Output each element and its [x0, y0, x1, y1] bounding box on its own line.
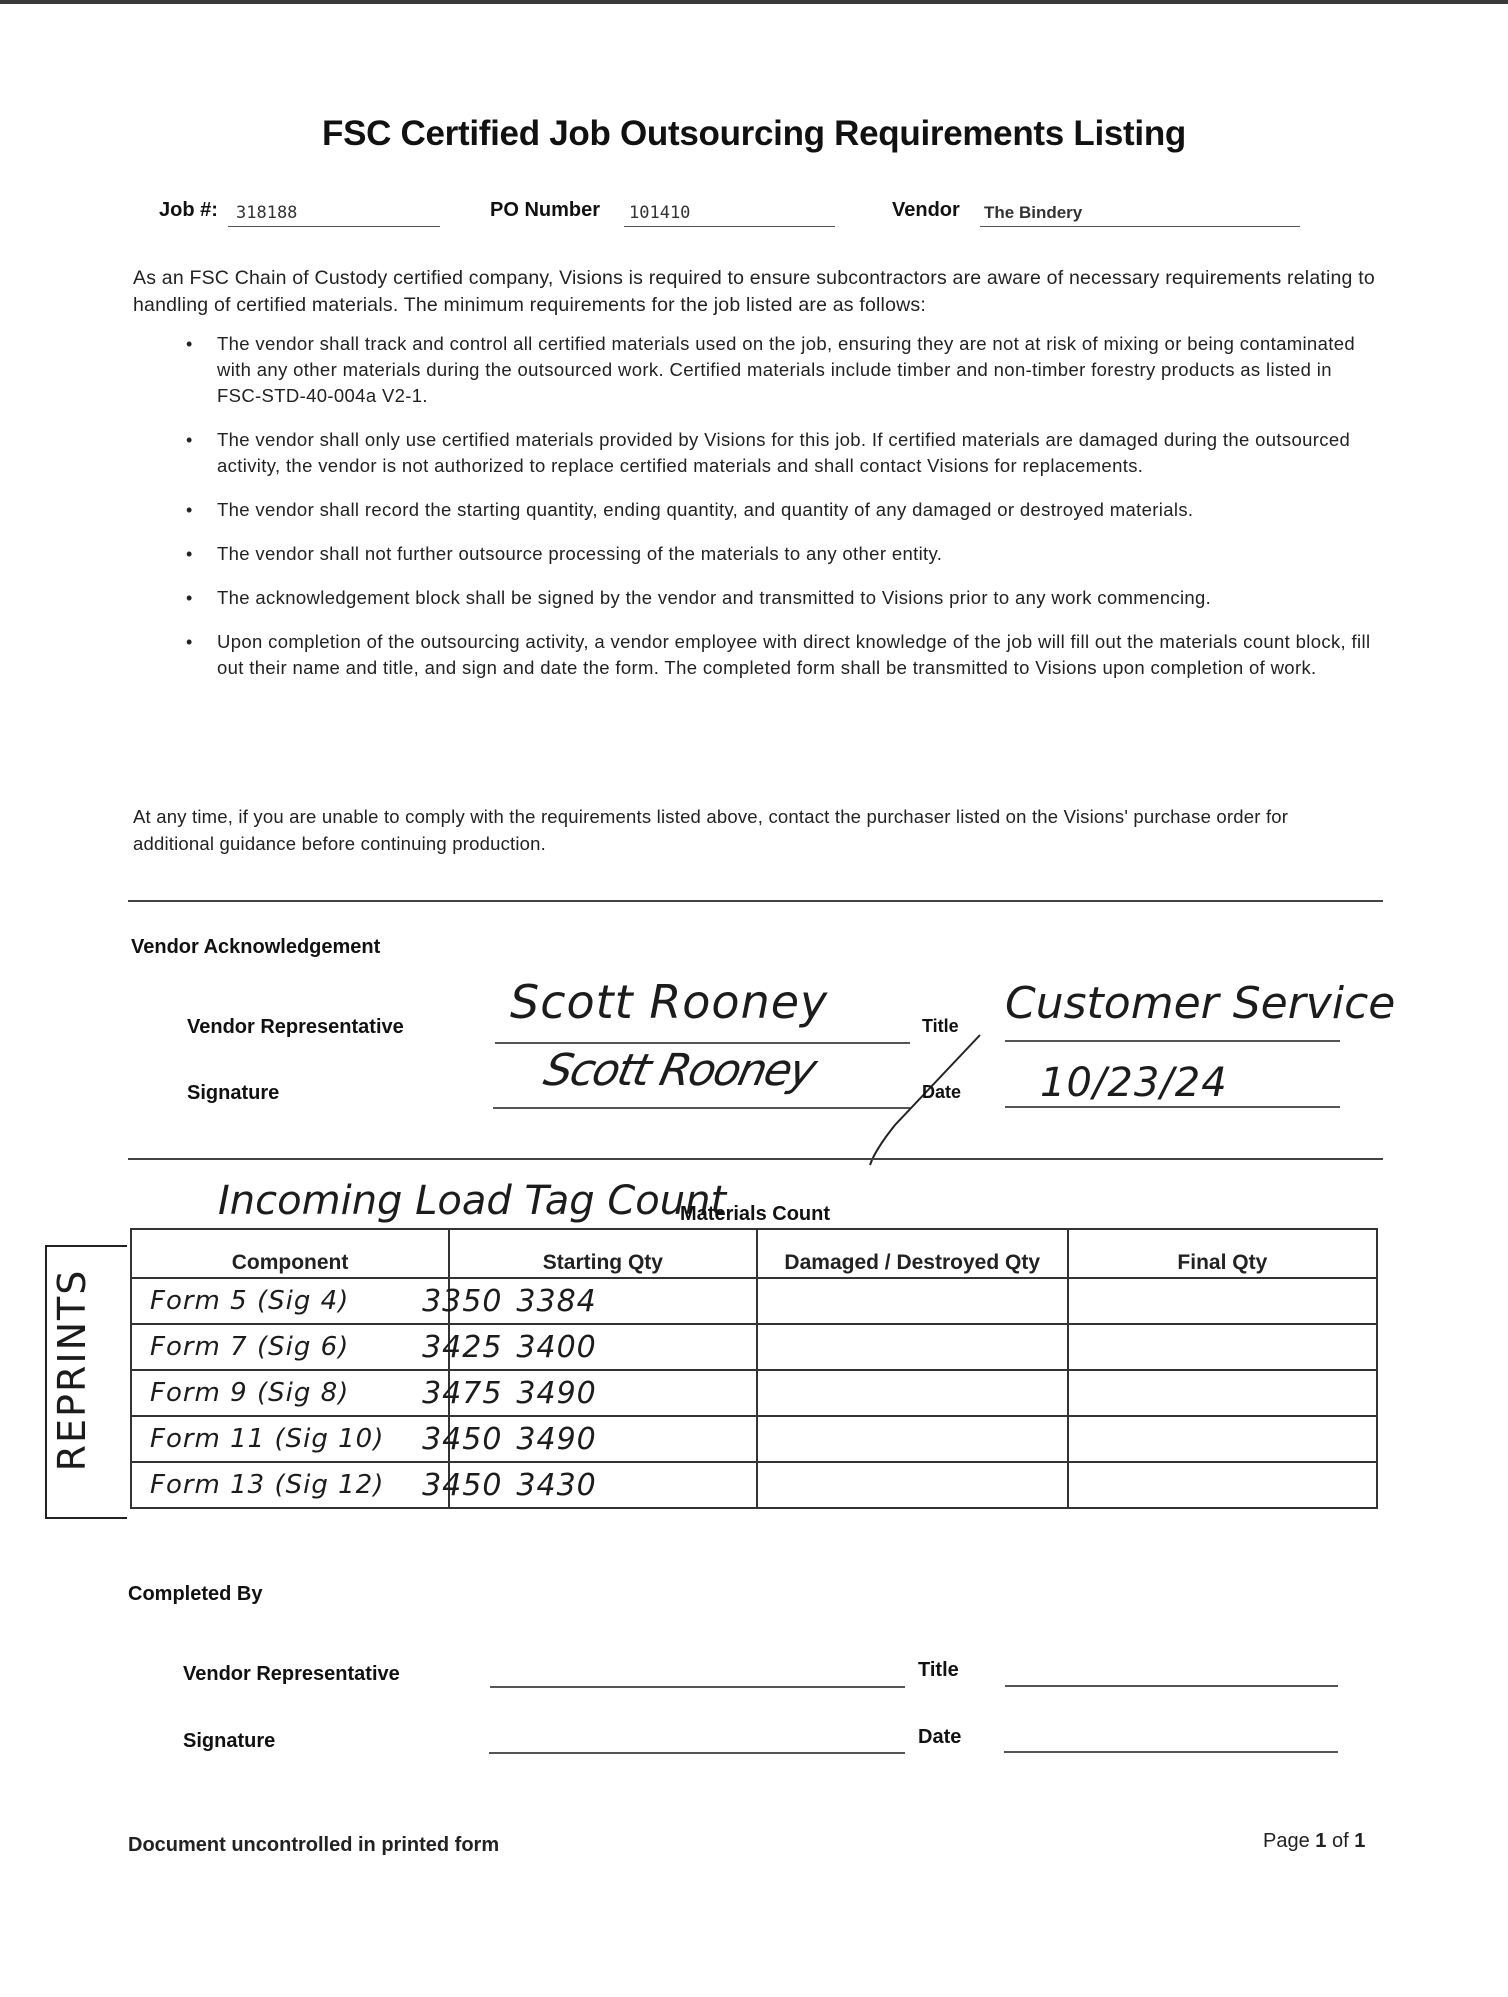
final-qty-value [1069, 1417, 1376, 1461]
vendor-value[interactable]: The Bindery [984, 203, 1083, 222]
component-cell [131, 1278, 449, 1324]
final-qty-cell[interactable] [1068, 1324, 1377, 1370]
po-number-label: PO Number [490, 199, 601, 221]
final-qty-value [1069, 1325, 1376, 1369]
component-value: Form 7 (Sig 6) [150, 1332, 350, 1362]
component-cell [131, 1416, 449, 1462]
load-tag-count-value: 3430 [516, 1467, 597, 1503]
requirement-item: • Upon completion of the outsourcing activity, a vendor employee with direct knowledge of the job will fill out the materials count block, fill out their name and title, and sign and date the form. The completed form shall be transmitted to Visions upon completion of work. [186, 631, 1371, 678]
table-header-row [131, 1229, 1377, 1278]
final-qty-value [1069, 1371, 1376, 1415]
requirement-item: • The vendor shall only use certified materials provided by Visions for this job. If certified materials are damaged during the outsourced activity, the vendor is not authorized to replace certified materials and shall contact Visions for replacements. [186, 429, 1351, 476]
bullet-icon: • [186, 334, 193, 354]
intro-paragraph: As an FSC Chain of Custody certified company, Visions is required to ensure subcontractors are aware of necessary requirements relating to handling of certified materials. The minimum requirements for the job listed are as follows: [133, 267, 1375, 316]
ack-title-value[interactable]: Customer Service [1005, 978, 1396, 1029]
requirement-item: • The vendor shall not further outsource processing of the materials to any other entity. [186, 541, 1376, 567]
damaged-qty-cell[interactable] [757, 1278, 1068, 1324]
component-cell [131, 1324, 449, 1370]
load-tag-count-value: 3384 [516, 1283, 597, 1319]
page-current: 1 [1315, 1830, 1327, 1852]
starting-qty-cell [422, 1371, 756, 1415]
damaged-qty-cell[interactable] [757, 1370, 1068, 1416]
starting-qty-cell[interactable] [422, 1462, 757, 1508]
column-header-starting-qty: Starting Qty [449, 1229, 757, 1278]
damaged-qty-value [758, 1279, 1067, 1323]
vendor-label: Vendor [892, 199, 960, 221]
scan-top-edge [0, 0, 1508, 4]
starting-qty-cell[interactable] [422, 1416, 757, 1462]
ack-date-underline [1005, 1106, 1340, 1108]
damaged-qty-value [758, 1325, 1067, 1369]
load-tag-count-value: 3490 [516, 1375, 597, 1411]
table-row [131, 1324, 1377, 1370]
completed-by-heading: Completed By [128, 1583, 263, 1605]
bullet-icon: • [186, 430, 193, 450]
ack-signature-label: Signature [187, 1082, 280, 1104]
component-value: Form 5 (Sig 4) [150, 1286, 350, 1316]
job-number-value[interactable]: 318188 [236, 203, 298, 223]
bullet-icon: • [186, 588, 193, 608]
component-cell [131, 1370, 449, 1416]
table-row [131, 1278, 1377, 1324]
ack-rep-label: Vendor Representative [187, 1016, 404, 1038]
po-number-underline [624, 226, 835, 227]
damaged-qty-value [758, 1463, 1067, 1507]
final-qty-cell[interactable] [1068, 1462, 1377, 1508]
completed-date-field[interactable] [1004, 1751, 1338, 1753]
table-row [131, 1462, 1377, 1508]
bullet-icon: • [186, 544, 193, 564]
completed-rep-label: Vendor Representative [183, 1663, 400, 1685]
completed-title-field[interactable] [1005, 1685, 1338, 1687]
page-total: 1 [1354, 1830, 1366, 1852]
component-value: Form 9 (Sig 8) [150, 1378, 350, 1408]
closing-paragraph: At any time, if you are unable to comply with the requirements listed above, contact the purchaser listed on the Visions' purchase order for additional guidance before continuing production. [133, 806, 1289, 854]
ack-title-label: Title [922, 1016, 959, 1036]
damaged-qty-cell[interactable] [757, 1324, 1068, 1370]
ack-date-label: Date [922, 1082, 962, 1102]
completed-date-label: Date [918, 1726, 962, 1748]
materials-count-heading: Materials Count [680, 1203, 831, 1225]
starting-qty-cell [422, 1325, 756, 1369]
component-cell [131, 1462, 449, 1508]
damaged-qty-cell[interactable] [757, 1416, 1068, 1462]
ack-title-underline [1005, 1040, 1340, 1042]
starting-qty-cell[interactable] [422, 1370, 757, 1416]
component-value: Form 11 (Sig 10) [150, 1424, 385, 1454]
requirement-item: • The vendor shall track and control all certified materials used on the job, ensuring they are not at risk of mixing or being contaminated with any other materials during the outsourced work. Certified materials include timber and non-timber forestry products as listed in FSC-STD-40-004a V2-1. [186, 333, 1355, 406]
ack-rep-value[interactable]: Scott Rooney [510, 975, 829, 1029]
po-number-value[interactable]: 101410 [629, 203, 691, 223]
table-row [131, 1370, 1377, 1416]
completed-signature-label: Signature [183, 1730, 276, 1752]
job-number-underline [228, 226, 440, 227]
reprints-note: REPRINTS [50, 1268, 94, 1472]
section-divider [128, 1158, 1383, 1160]
completed-rep-field[interactable] [490, 1686, 905, 1688]
starting-qty-cell [422, 1463, 756, 1507]
damaged-qty-cell[interactable] [757, 1462, 1068, 1508]
column-header-damaged-qty: Damaged / Destroyed Qty [757, 1229, 1068, 1278]
bullet-icon: • [186, 632, 193, 652]
starting-qty-value: 3350 [422, 1283, 503, 1319]
component-value: Form 13 (Sig 12) [150, 1470, 385, 1500]
final-qty-cell[interactable] [1068, 1370, 1377, 1416]
damaged-qty-value [758, 1371, 1067, 1415]
job-number-label: Job #: [159, 199, 218, 221]
final-qty-value [1069, 1463, 1376, 1507]
starting-qty-cell [422, 1279, 756, 1323]
materials-count-table [130, 1228, 1378, 1509]
final-qty-cell[interactable] [1068, 1416, 1377, 1462]
handwritten-load-tag-heading: Incoming Load Tag Count [218, 1178, 727, 1224]
footer-note: Document uncontrolled in printed form [128, 1834, 500, 1856]
completed-title-label: Title [918, 1659, 959, 1681]
table-row [131, 1416, 1377, 1462]
requirements-list [186, 331, 1376, 699]
signature-flourish [800, 1030, 1000, 1170]
final-qty-cell[interactable] [1068, 1278, 1377, 1324]
ack-date-value[interactable]: 10/23/24 [1040, 1060, 1228, 1106]
requirement-item: • The acknowledgement block shall be signed by the vendor and transmitted to Visions prior to any work commencing. [186, 585, 1376, 611]
starting-qty-cell[interactable] [422, 1278, 757, 1324]
starting-qty-value: 3425 [422, 1329, 503, 1365]
column-header-final-qty: Final Qty [1068, 1229, 1377, 1278]
section-divider [128, 900, 1383, 902]
starting-qty-value: 3475 [422, 1375, 503, 1411]
starting-qty-cell[interactable] [422, 1324, 757, 1370]
load-tag-count-value: 3400 [516, 1329, 597, 1365]
acknowledgement-heading: Vendor Acknowledgement [131, 936, 381, 958]
final-qty-value [1069, 1279, 1376, 1323]
ack-signature-value[interactable]: Scott Rooney [539, 1045, 820, 1096]
page-title: FSC Certified Job Outsourcing Requirements Listing [322, 114, 1186, 153]
starting-qty-value: 3450 [422, 1467, 503, 1503]
vendor-underline [980, 226, 1300, 227]
completed-signature-field[interactable] [489, 1752, 905, 1754]
page-indicator: Page 1 of 1 [1263, 1830, 1366, 1852]
damaged-qty-value [758, 1417, 1067, 1461]
requirement-item: • The vendor shall record the starting quantity, ending quantity, and quantity of any damaged or destroyed materials. [186, 497, 1376, 523]
load-tag-count-value: 3490 [516, 1421, 597, 1457]
bullet-icon: • [186, 500, 193, 520]
starting-qty-value: 3450 [422, 1421, 503, 1457]
column-header-component: Component [131, 1229, 449, 1278]
starting-qty-cell [422, 1417, 756, 1461]
